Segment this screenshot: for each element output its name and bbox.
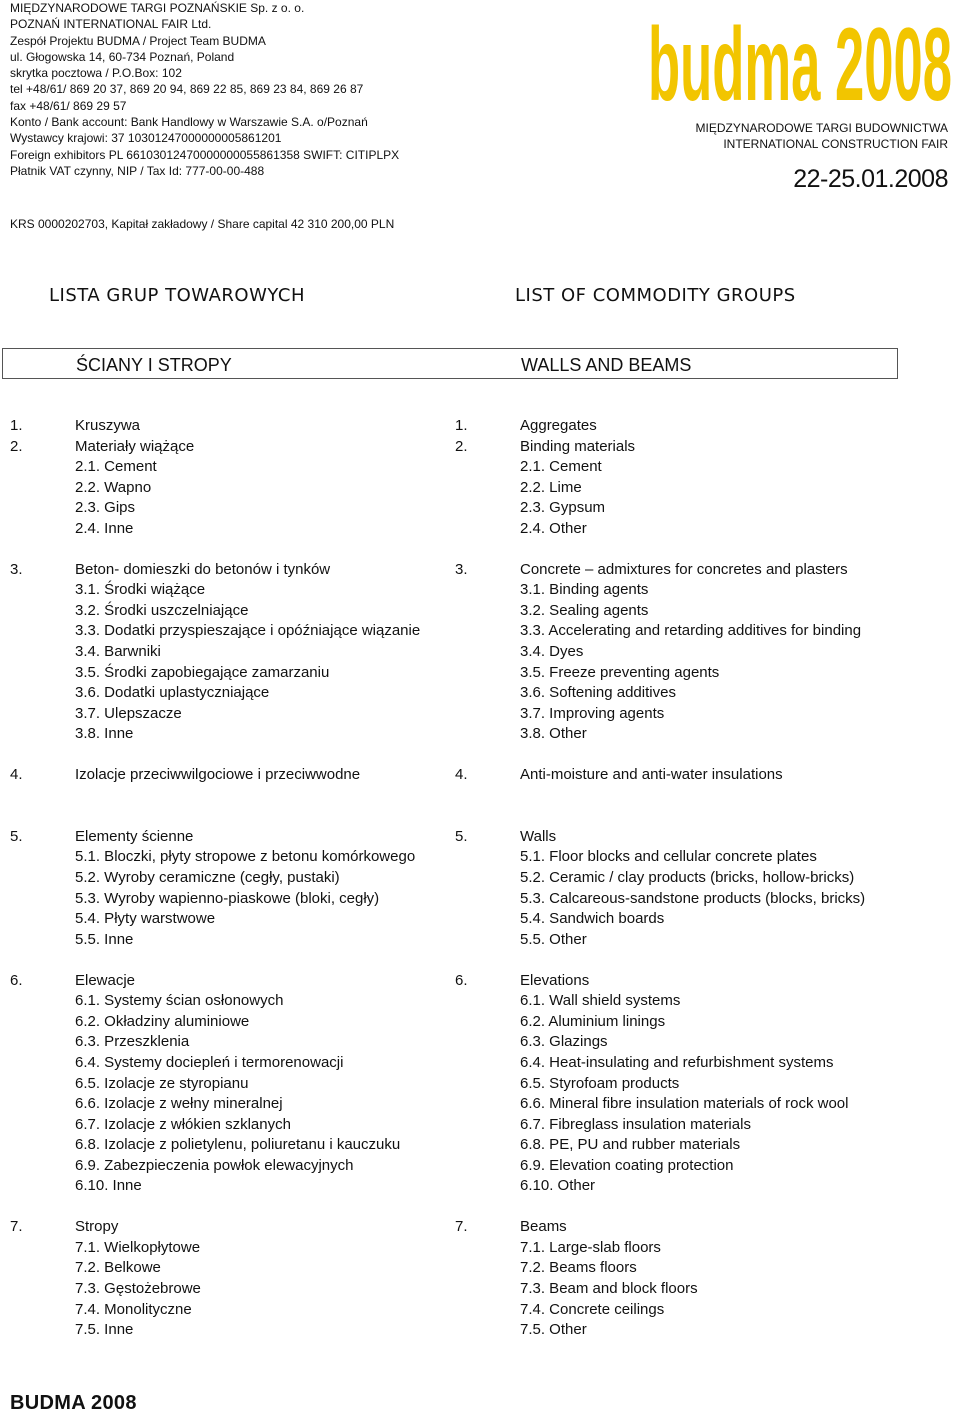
section-header-box (2, 348, 898, 379)
list-item-text: 6.6. Mineral fibre insulation materials of rock wool (520, 1095, 849, 1113)
list-item-text: 5.1. Floor blocks and cellular concrete plates (520, 848, 817, 866)
list-subitem (455, 1135, 955, 1156)
list-subitem (10, 683, 455, 704)
list-item-text: Concrete – admixtures for concretes and plasters (520, 560, 848, 578)
list-item-text: Beton- domieszki do betonów i tynków (75, 560, 331, 578)
list-item (455, 1217, 955, 1238)
list-item-text: 3.6. Dodatki uplastyczniające (75, 684, 270, 702)
list-item-text: Walls (520, 827, 557, 845)
list-subitem (10, 1320, 455, 1341)
list-spacer (455, 806, 955, 827)
list-subitem (10, 868, 455, 889)
list-subitem (10, 724, 455, 745)
list-subitem (455, 704, 955, 725)
list-item-text: 3.7. Improving agents (520, 704, 665, 722)
list-item-text: 6.6. Izolacje z wełny mineralnej (75, 1095, 283, 1113)
list-subitem (10, 930, 455, 951)
list-item (10, 416, 455, 437)
list-item-text: 6.7. Izolacje z włókien szklanych (75, 1115, 291, 1133)
list-item (455, 437, 955, 458)
title-polish: LISTA GRUP TOWAROWYCH (49, 285, 305, 306)
list-item-text: 6.9. Zabezpieczenia powłok elewacyjnych (75, 1156, 354, 1174)
list-spacer (10, 539, 455, 560)
list-item-text: Kruszywa (75, 417, 141, 434)
list-item-text: 6.1. Systemy ścian osłonowych (75, 992, 284, 1010)
commodity-list-polish (10, 416, 455, 1341)
list-subitem (455, 1115, 955, 1136)
list-item-text: 7.1. Large-slab floors (520, 1238, 661, 1256)
list-spacer (10, 950, 455, 971)
list-item-text: 2.1. Cement (520, 458, 602, 476)
list-item-text: Izolacje przeciwwilgociowe i przeciwwodne (75, 766, 361, 784)
list-item-text: 7.2. Beams floors (520, 1259, 637, 1277)
list-item-text: 7.2. Belkowe (75, 1259, 161, 1277)
list-item-text: 5.3. Calcareous-sandstone products (blocks, bricks) (520, 889, 866, 907)
list-item-text: 7.5. Other (520, 1321, 587, 1339)
list-subitem (10, 909, 455, 930)
list-subitem (10, 1238, 455, 1259)
address-line: tel +48/61/ 869 20 37, 869 20 94, 869 22 85, 869 23 84, 869 26 87 (10, 82, 364, 97)
list-spacer (10, 806, 455, 827)
list-item-text: 3.7. Ulepszacze (75, 704, 182, 722)
list-subitem (10, 498, 455, 519)
list-spacer (455, 539, 955, 560)
list-subitem (10, 621, 455, 642)
list-item-text: 7.1. Wielkopłytowe (75, 1238, 201, 1256)
list-subitem (455, 498, 955, 519)
list-item-text: 3.4. Barwniki (75, 643, 161, 661)
list-subitem (455, 909, 955, 930)
krs-line: KRS 0000202703, Kapitał zakładowy / Share capital 42 310 200,00 PLN (10, 217, 395, 231)
list-subitem (455, 621, 955, 642)
list-item-text: Elewacje (75, 971, 136, 989)
list-subitem (10, 457, 455, 478)
list-item-number: 3. (10, 560, 23, 578)
list-item-number: 4. (455, 766, 468, 784)
list-item-text: 6.3. Przeszklenia (75, 1033, 190, 1051)
list-item-text: 6.9. Elevation coating protection (520, 1156, 734, 1174)
list-item-number: 2. (10, 437, 23, 455)
list-item-number: 7. (455, 1218, 468, 1236)
list-item-text: Stropy (75, 1218, 119, 1236)
address-line: Wystawcy krajowi: 37 10301247000000005861201 (10, 131, 282, 146)
list-spacer (10, 786, 455, 807)
list-spacer (10, 1197, 455, 1218)
list-item-text: 5.5. Other (520, 930, 587, 948)
address-line: MIĘDZYNARODOWE TARGI POZNAŃSKIE Sp. z o. o. (10, 1, 305, 15)
list-subitem (455, 724, 955, 745)
list-item-text: 3.3. Dodatki przyspieszające i opóźniające wiązanie (75, 622, 421, 640)
list-subitem (455, 1012, 955, 1033)
list-subitem (455, 683, 955, 704)
list-subitem (455, 1258, 955, 1279)
list-item-text: 7.5. Inne (75, 1321, 134, 1339)
list-subitem (455, 642, 955, 663)
list-spacer (455, 745, 955, 766)
list-subitem (455, 991, 955, 1012)
address-line: Zespół Projektu BUDMA / Project Team BUDMA (10, 33, 266, 48)
list-item (10, 827, 455, 848)
list-item-text: 2.2. Lime (520, 478, 582, 496)
list-item-text: 7.3. Beam and block floors (520, 1279, 698, 1297)
list-subitem (10, 642, 455, 663)
list-subitem (10, 1279, 455, 1300)
list-item-text: 6.2. Okładziny aluminiowe (75, 1012, 250, 1030)
list-item-text: 2.3. Gips (75, 499, 136, 517)
list-item-text: 2.1. Cement (75, 458, 157, 476)
list-item-text: 2.2. Wapno (75, 478, 152, 496)
list-item (455, 827, 955, 848)
list-item-text: 3.5. Środki zapobiegające zamarzaniu (75, 663, 330, 681)
list-subitem (10, 580, 455, 601)
list-subitem (455, 457, 955, 478)
list-item-text: 6.5. Styrofoam products (520, 1074, 680, 1092)
list-subitem (10, 1176, 455, 1197)
list-item-number: 6. (10, 971, 23, 989)
list-item-text: 6.7. Fibreglass insulation materials (520, 1115, 751, 1133)
list-item-text: 3.3. Accelerating and retarding additives for binding (520, 622, 862, 640)
list-subitem (455, 1238, 955, 1259)
list-subitem (10, 1032, 455, 1053)
list-subitem (455, 1053, 955, 1074)
list-subitem (10, 1074, 455, 1095)
list-item-text: 6.5. Izolacje ze styropianu (75, 1074, 249, 1092)
list-item-text: 6.2. Aluminium linings (520, 1012, 666, 1030)
list-item-text: 5.2. Ceramic / clay products (bricks, hollow-bricks) (520, 869, 855, 887)
list-item-text: 5.5. Inne (75, 930, 134, 948)
list-subitem (10, 1012, 455, 1033)
list-subitem (10, 1156, 455, 1177)
list-item-text: 3.6. Softening additives (520, 684, 676, 702)
list-item-text: 6.1. Wall shield systems (520, 992, 681, 1010)
list-subitem (455, 930, 955, 951)
list-subitem (455, 847, 955, 868)
list-subitem (10, 1053, 455, 1074)
list-subitem (455, 889, 955, 910)
list-item-text: Elevations (520, 971, 590, 989)
list-subitem (455, 1176, 955, 1197)
list-subitem (455, 1300, 955, 1321)
list-item-number: 7. (10, 1218, 23, 1236)
list-subitem (455, 478, 955, 499)
list-item-text: 3.1. Binding agents (520, 581, 649, 599)
footer-brand: BUDMA 2008 (10, 1392, 137, 1414)
list-item-text: Materiały wiążące (75, 437, 195, 455)
list-item-number: 1. (10, 417, 23, 434)
list-item-text: 6.3. Glazings (520, 1033, 608, 1051)
list-spacer (455, 1197, 955, 1218)
list-subitem (455, 1094, 955, 1115)
list-item-text: 7.3. Gęstożebrowe (75, 1279, 201, 1297)
list-item-number: 1. (455, 417, 468, 434)
budma-logo (648, 14, 952, 110)
list-item-text: 3.2. Środki uszczelniające (75, 601, 249, 619)
list-spacer (10, 745, 455, 766)
list-item-text: 3.1. Środki wiążące (75, 581, 206, 599)
list-subitem (10, 519, 455, 540)
list-item-text: 5.4. Płyty warstwowe (75, 910, 216, 928)
fair-name-polish: MIĘDZYNARODOWE TARGI BUDOWNICTWA (695, 121, 948, 135)
list-subitem (10, 1300, 455, 1321)
list-subitem (10, 704, 455, 725)
address-line: skrytka pocztowa / P.O.Box: 102 (10, 66, 182, 81)
list-item-number: 5. (455, 827, 468, 845)
list-item-text: 5.3. Wyroby wapienno-piaskowe (bloki, cegły) (75, 889, 380, 907)
list-spacer (455, 950, 955, 971)
title-english: LIST OF COMMODITY GROUPS (515, 285, 796, 306)
list-item-number: 3. (455, 560, 468, 578)
list-subitem (455, 519, 955, 540)
section-title-polish: ŚCIANY I STROPY (76, 355, 232, 375)
list-item (10, 560, 455, 581)
list-item (10, 971, 455, 992)
list-item-text: 7.4. Monolityczne (75, 1300, 192, 1318)
list-item-text: 6.8. Izolacje z polietylenu, poliuretanu i kauczuku (75, 1136, 401, 1154)
list-subitem (10, 991, 455, 1012)
list-spacer (455, 786, 955, 807)
list-item-number: 6. (455, 971, 468, 989)
list-item-text: Aggregates (520, 417, 597, 434)
list-item-number: 4. (10, 766, 23, 784)
list-subitem (10, 601, 455, 622)
list-item (455, 765, 955, 786)
list-item-text: 5.2. Wyroby ceramiczne (cegły, pustaki) (75, 869, 340, 887)
list-item-text: 5.1. Bloczki, płyty stropowe z betonu komórkowego (75, 848, 416, 866)
list-subitem (455, 601, 955, 622)
list-item (455, 971, 955, 992)
list-item-text: 3.2. Sealing agents (520, 601, 649, 619)
address-line: fax +48/61/ 869 29 57 (10, 98, 127, 113)
list-item-text: 3.5. Freeze preventing agents (520, 663, 720, 681)
logo-text: budma 2008 (648, 14, 952, 110)
list-subitem (455, 868, 955, 889)
fair-dates: 22-25.01.2008 (793, 165, 948, 193)
list-item-text: Binding materials (520, 437, 636, 455)
list-item-text: Anti-moisture and anti-water insulations (520, 766, 783, 784)
list-subitem (455, 580, 955, 601)
list-item (455, 416, 955, 437)
list-subitem (455, 1156, 955, 1177)
list-item-text: 7.4. Concrete ceilings (520, 1300, 665, 1318)
list-item-text: 6.8. PE, PU and rubber materials (520, 1136, 741, 1154)
list-item-text: 6.4. Heat-insulating and refurbishment systems (520, 1053, 834, 1071)
list-item-text: 3.8. Inne (75, 725, 134, 743)
list-subitem (455, 1032, 955, 1053)
address-line: Konto / Bank account: Bank Handlowy w Warszawie S.A. o/Poznań (10, 115, 368, 130)
header-address-block (10, 0, 630, 179)
address-line: POZNAŃ INTERNATIONAL FAIR Ltd. (10, 17, 212, 32)
list-item-number: 2. (455, 437, 468, 455)
list-subitem (455, 663, 955, 684)
list-item-text: Beams (520, 1218, 567, 1236)
list-item (455, 560, 955, 581)
list-item-text: 6.4. Systemy dociepleń i termorenowacji (75, 1053, 344, 1071)
list-item (10, 765, 455, 786)
list-item (10, 1217, 455, 1238)
list-item-text: 6.10. Other (520, 1177, 596, 1195)
list-subitem (455, 1279, 955, 1300)
list-subitem (455, 1320, 955, 1341)
address-line: ul. Głogowska 14, 60-734 Poznań, Poland (10, 49, 235, 64)
list-item-text: 3.4. Dyes (520, 643, 584, 661)
list-subitem (10, 1115, 455, 1136)
commodity-list-english (455, 416, 955, 1341)
list-item-number: 5. (10, 827, 23, 845)
section-title-english: WALLS AND BEAMS (521, 355, 692, 375)
fair-name-english: INTERNATIONAL CONSTRUCTION FAIR (723, 137, 948, 151)
list-subitem (10, 1094, 455, 1115)
list-subitem (10, 1258, 455, 1279)
list-subitem (10, 663, 455, 684)
list-subitem (455, 1074, 955, 1095)
address-line: Foreign exhibitors PL 66103012470000000055861358 SWIFT: CITIPLPX (10, 147, 400, 162)
address-line: Płatnik VAT czynny, NIP / Tax Id: 777-00-00-488 (10, 163, 265, 178)
list-item-text: 2.3. Gypsum (520, 499, 606, 517)
list-subitem (10, 478, 455, 499)
list-subitem (10, 1135, 455, 1156)
list-item-text: 2.4. Other (520, 519, 587, 537)
list-item-text: 3.8. Other (520, 725, 587, 743)
list-subitem (10, 847, 455, 868)
list-item-text: 5.4. Sandwich boards (520, 910, 665, 928)
list-item (10, 437, 455, 458)
list-subitem (10, 889, 455, 910)
list-item-text: Elementy ścienne (75, 827, 194, 845)
list-item-text: 2.4. Inne (75, 519, 134, 537)
list-item-text: 6.10. Inne (75, 1177, 142, 1195)
